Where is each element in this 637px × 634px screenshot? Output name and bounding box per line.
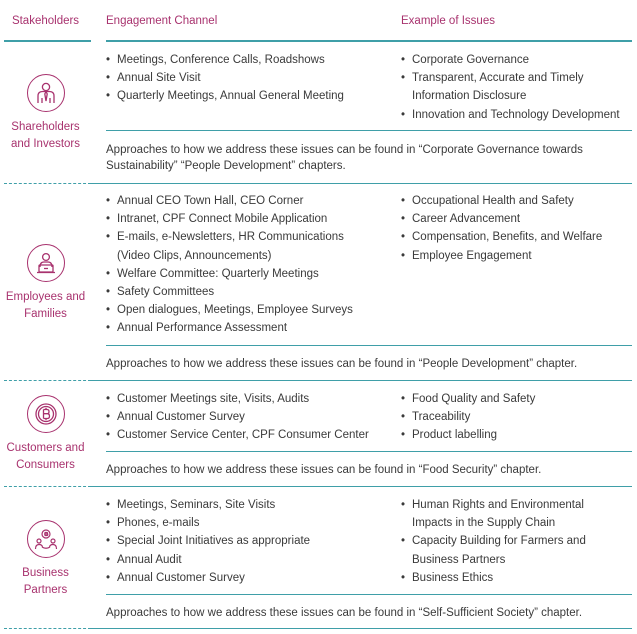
list-item: • Compensation, Benefits, and Welfare bbox=[401, 228, 631, 246]
stakeholder-label bbox=[7, 440, 85, 474]
approach-text bbox=[106, 605, 626, 621]
stakeholder-employees bbox=[0, 244, 91, 323]
list-item: • Annual CEO Town Hall, CEO Corner bbox=[106, 192, 396, 210]
header-rule-left bbox=[4, 40, 91, 42]
stakeholder-label-line: Business bbox=[22, 567, 69, 579]
list-item: • Capacity Building for Farmers and bbox=[401, 532, 631, 550]
approach-line: Sustainability” “People Development” chapters. bbox=[106, 160, 346, 172]
row-divider bbox=[106, 345, 632, 346]
baht-coin-icon bbox=[27, 395, 65, 433]
list-item bbox=[106, 247, 396, 265]
list-item: • Phones, e-mails bbox=[106, 514, 396, 532]
row-divider bbox=[91, 628, 632, 629]
issues-list bbox=[401, 192, 631, 265]
list-item-continuation: (Video Clips, Announcements) bbox=[117, 249, 272, 262]
row-divider bbox=[106, 451, 632, 452]
stakeholder-shareholders bbox=[0, 74, 91, 153]
list-item: • Product labelling bbox=[401, 426, 631, 444]
list-item: • Food Quality and Safety bbox=[401, 390, 631, 408]
list-item: • Welfare Committee: Quarterly Meetings bbox=[106, 265, 396, 283]
stakeholder-label-line: and Investors bbox=[10, 138, 81, 150]
engagement-channel-list bbox=[106, 390, 396, 445]
stakeholder-label bbox=[22, 565, 69, 599]
list-item-continuation: Business Partners bbox=[412, 553, 506, 566]
issues-list bbox=[401, 390, 631, 445]
list-item-continuation: Information Disclosure bbox=[412, 90, 527, 103]
engagement-channel-list bbox=[106, 496, 396, 587]
list-item: • Human Rights and Environmental bbox=[401, 496, 631, 514]
header-example-of-issues: Example of Issues bbox=[401, 14, 495, 27]
stakeholder-divider bbox=[4, 380, 91, 381]
list-item: • Business Ethics bbox=[401, 569, 631, 587]
list-item: • Innovation and Technology Development bbox=[401, 106, 631, 124]
row-divider bbox=[91, 183, 632, 184]
list-item: • Customer Service Center, CPF Consumer Center bbox=[106, 426, 396, 444]
stakeholder-label bbox=[6, 289, 85, 323]
list-item: • E-mails, e-Newsletters, HR Communications bbox=[106, 228, 396, 246]
approach-text bbox=[106, 356, 626, 372]
row-divider bbox=[91, 486, 632, 487]
list-item: • Corporate Governance bbox=[401, 51, 631, 69]
list-item: • Annual Site Visit bbox=[106, 69, 396, 87]
list-item: • Customer Meetings site, Visits, Audits bbox=[106, 390, 396, 408]
list-item: • Safety Committees bbox=[106, 283, 396, 301]
header-rule-right bbox=[106, 40, 632, 42]
engagement-channel-list bbox=[106, 51, 396, 106]
employee-laptop-icon bbox=[27, 244, 65, 282]
header-engagement-channel: Engagement Channel bbox=[106, 14, 218, 27]
list-item: • Annual Customer Survey bbox=[106, 408, 396, 426]
list-item bbox=[401, 551, 631, 569]
list-item: • Open dialogues, Meetings, Employee Surveys bbox=[106, 301, 396, 319]
issues-list bbox=[401, 496, 631, 587]
list-item: • Transparent, Accurate and Timely bbox=[401, 69, 631, 87]
list-item: • Meetings, Seminars, Site Visits bbox=[106, 496, 396, 514]
list-item: • Intranet, CPF Connect Mobile Application bbox=[106, 210, 396, 228]
approach-text bbox=[106, 142, 626, 174]
shareholder-person-icon bbox=[27, 74, 65, 112]
row-divider bbox=[106, 130, 632, 131]
stakeholder-divider bbox=[4, 183, 91, 184]
list-item bbox=[401, 87, 631, 105]
stakeholder-business-partners bbox=[0, 520, 91, 599]
approach-line: Approaches to how we address these issues can be found in “Self-Sufficient Society” chapter. bbox=[106, 607, 583, 619]
approach-text bbox=[106, 462, 626, 478]
stakeholder-label-line: Shareholders bbox=[11, 121, 80, 133]
list-item: • Meetings, Conference Calls, Roadshows bbox=[106, 51, 396, 69]
list-item bbox=[401, 514, 631, 532]
row-divider bbox=[106, 594, 632, 595]
issues-list bbox=[401, 51, 631, 124]
approach-line: Approaches to how we address these issues can be found in “People Development” chapter. bbox=[106, 358, 578, 370]
approach-line: Approaches to how we address these issues can be found in “Corporate Governance towards bbox=[106, 144, 583, 156]
stakeholder-label-line: Families bbox=[24, 308, 67, 320]
list-item: • Annual Audit bbox=[106, 551, 396, 569]
engagement-channel-list bbox=[106, 192, 396, 338]
header-stakeholders: Stakeholders bbox=[11, 14, 80, 27]
list-item: • Quarterly Meetings, Annual General Meeting bbox=[106, 87, 396, 105]
list-item-continuation: Impacts in the Supply Chain bbox=[412, 517, 556, 530]
stakeholder-label bbox=[11, 119, 80, 153]
stakeholder-label-line: Employees and bbox=[5, 291, 86, 303]
stakeholder-divider bbox=[4, 628, 91, 629]
list-item: • Special Joint Initiatives as appropriate bbox=[106, 532, 396, 550]
stakeholder-divider bbox=[4, 486, 91, 487]
row-divider bbox=[91, 380, 632, 381]
list-item: • Annual Customer Survey bbox=[106, 569, 396, 587]
business-partners-icon bbox=[27, 520, 65, 558]
stakeholder-customers bbox=[0, 395, 91, 474]
list-item: • Traceability bbox=[401, 408, 631, 426]
stakeholder-label-line: Customers and bbox=[6, 442, 85, 454]
stakeholder-label-line: Consumers bbox=[16, 459, 75, 471]
list-item: • Career Advancement bbox=[401, 210, 631, 228]
list-item: • Employee Engagement bbox=[401, 247, 631, 265]
list-item: • Annual Performance Assessment bbox=[106, 319, 396, 337]
approach-line: Approaches to how we address these issues can be found in “Food Security” chapter. bbox=[106, 464, 542, 476]
stakeholder-label-line: Partners bbox=[23, 584, 68, 596]
list-item: • Occupational Health and Safety bbox=[401, 192, 631, 210]
